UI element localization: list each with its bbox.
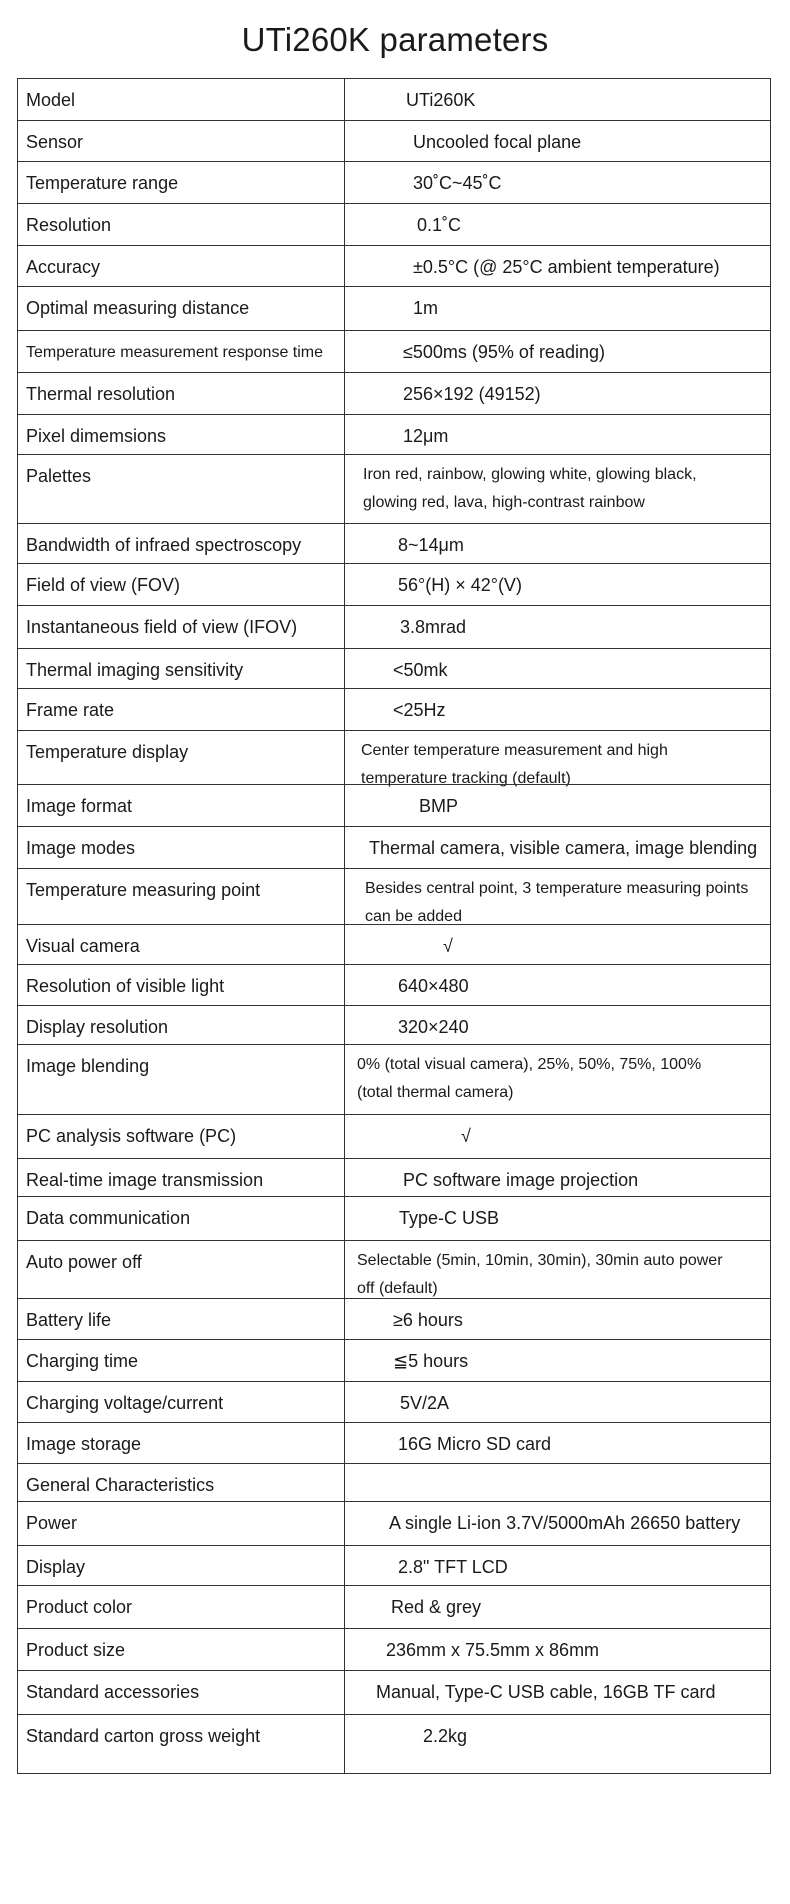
table-row bbox=[17, 78, 771, 120]
page-title: UTi260K parameters bbox=[241, 21, 549, 58]
table-row bbox=[17, 1628, 771, 1670]
table-row bbox=[17, 372, 771, 414]
table-row bbox=[17, 868, 771, 924]
table-row bbox=[17, 1298, 771, 1339]
row-label: Instantaneous field of view (IFOV) bbox=[26, 617, 298, 637]
table-row bbox=[17, 286, 771, 330]
row-value: 2.2kg bbox=[423, 1726, 468, 1746]
table-row bbox=[17, 120, 771, 161]
row-value: PC software image projection bbox=[403, 1170, 639, 1190]
row-label: Temperature display bbox=[26, 742, 189, 762]
row-value: Red & grey bbox=[391, 1597, 482, 1617]
table-row bbox=[17, 563, 771, 605]
row-value: Manual, Type-C USB cable, 16GB TF card bbox=[376, 1682, 716, 1702]
row-value: A single Li-ion 3.7V/5000mAh 26650 battery bbox=[389, 1513, 741, 1533]
table-row bbox=[17, 1158, 771, 1196]
row-label: Accuracy bbox=[26, 257, 101, 277]
row-label: Resolution bbox=[26, 215, 112, 235]
row-label: Charging voltage/current bbox=[26, 1393, 224, 1413]
table-row bbox=[17, 730, 771, 787]
table-row bbox=[17, 648, 771, 688]
row-value: <25Hz bbox=[393, 700, 446, 720]
row-value: 0.1˚C bbox=[417, 215, 462, 235]
row-value bbox=[365, 875, 765, 931]
row-label: Optimal measuring distance bbox=[26, 298, 250, 318]
row-label: Palettes bbox=[26, 466, 92, 486]
row-label: Thermal imaging sensitivity bbox=[26, 660, 244, 680]
row-value: ≥6 hours bbox=[393, 1310, 463, 1330]
row-value: 1m bbox=[413, 298, 439, 318]
row-label: Auto power off bbox=[26, 1252, 142, 1272]
row-value bbox=[357, 1247, 757, 1303]
row-value: √ bbox=[443, 936, 453, 956]
row-value: Type-C USB bbox=[399, 1208, 500, 1228]
row-value: 16G Micro SD card bbox=[398, 1434, 552, 1454]
row-label: Product size bbox=[26, 1640, 126, 1660]
row-value: BMP bbox=[419, 796, 459, 816]
row-value-line: Selectable (5min, 10min, 30min), 30min auto power bbox=[357, 1252, 723, 1269]
table-row bbox=[17, 826, 771, 868]
table-row bbox=[17, 1714, 771, 1774]
row-label: Model bbox=[26, 90, 76, 110]
row-value: ≦5 hours bbox=[393, 1351, 469, 1371]
row-label: PC analysis software (PC) bbox=[26, 1126, 237, 1146]
table-row bbox=[17, 454, 771, 523]
row-label: Image format bbox=[26, 796, 133, 816]
row-value: ≤500ms (95% of reading) bbox=[403, 342, 605, 362]
row-label: Temperature measurement response time bbox=[26, 344, 324, 361]
row-value: 236mm x 75.5mm x 86mm bbox=[386, 1640, 600, 1660]
row-value: 3.8mrad bbox=[400, 617, 467, 637]
row-value-line: 0% (total visual camera), 25%, 50%, 75%, 100% bbox=[357, 1056, 702, 1073]
table-row bbox=[17, 414, 771, 454]
row-value-line: temperature tracking (default) bbox=[361, 770, 571, 787]
table-row bbox=[17, 1585, 771, 1628]
row-label: Bandwidth of infraed spectroscopy bbox=[26, 535, 302, 555]
table-row bbox=[17, 161, 771, 203]
row-value: 5V/2A bbox=[400, 1393, 450, 1413]
table-row bbox=[17, 1381, 771, 1422]
row-value: 2.8" TFT LCD bbox=[398, 1557, 508, 1577]
row-value-line: off (default) bbox=[357, 1280, 438, 1297]
table-row bbox=[17, 1240, 771, 1298]
row-label: Product color bbox=[26, 1597, 133, 1617]
row-label: Image storage bbox=[26, 1434, 142, 1454]
table-row bbox=[17, 1044, 771, 1114]
parameters-table bbox=[17, 78, 771, 1774]
row-label: Charging time bbox=[26, 1351, 139, 1371]
table-row bbox=[17, 1463, 771, 1501]
row-label: Display bbox=[26, 1557, 86, 1577]
row-label: Display resolution bbox=[26, 1017, 169, 1037]
row-value-line: Center temperature measurement and high bbox=[361, 742, 668, 759]
row-label: Data communication bbox=[26, 1208, 191, 1228]
row-value bbox=[363, 461, 763, 517]
table-row bbox=[17, 605, 771, 648]
table-row bbox=[17, 1501, 771, 1545]
row-value: 640×480 bbox=[398, 976, 469, 996]
table-row bbox=[17, 924, 771, 964]
row-value: <50mk bbox=[393, 660, 448, 680]
table-row bbox=[17, 688, 771, 730]
row-label: Field of view (FOV) bbox=[26, 575, 181, 595]
row-value: Uncooled focal plane bbox=[413, 132, 582, 152]
row-label: Battery life bbox=[26, 1310, 112, 1330]
table-row bbox=[17, 964, 771, 1005]
row-label: Image modes bbox=[26, 838, 136, 858]
row-label: Sensor bbox=[26, 132, 84, 152]
row-label: Frame rate bbox=[26, 700, 115, 720]
row-value: 256×192 (49152) bbox=[403, 384, 541, 404]
row-label: Pixel dimemsions bbox=[26, 426, 167, 446]
table-row bbox=[17, 1670, 771, 1714]
row-value: ±0.5°C (@ 25°C ambient temperature) bbox=[413, 257, 720, 277]
table-row bbox=[17, 784, 771, 826]
table-row bbox=[17, 330, 771, 372]
row-value: √ bbox=[461, 1126, 471, 1146]
row-label: Power bbox=[26, 1513, 78, 1533]
row-value-line: Besides central point, 3 temperature measuring points bbox=[365, 880, 749, 897]
row-label: Standard accessories bbox=[26, 1682, 200, 1702]
table-row bbox=[17, 523, 771, 563]
row-value: Thermal camera, visible camera, image blending bbox=[369, 838, 758, 858]
row-value: 30˚C~45˚C bbox=[413, 173, 502, 193]
row-value-line: Iron red, rainbow, glowing white, glowing black, bbox=[363, 466, 697, 483]
row-label: Temperature range bbox=[26, 173, 179, 193]
row-label: Real-time image transmission bbox=[26, 1170, 264, 1190]
row-label: Image blending bbox=[26, 1056, 150, 1076]
table-row bbox=[17, 1545, 771, 1585]
table-row bbox=[17, 1422, 771, 1463]
row-label: Temperature measuring point bbox=[26, 880, 261, 900]
table-row bbox=[17, 1114, 771, 1158]
table-row bbox=[17, 1005, 771, 1044]
table-row bbox=[17, 1339, 771, 1381]
row-label: Resolution of visible light bbox=[26, 976, 225, 996]
row-label: General Characteristics bbox=[26, 1475, 215, 1495]
row-value-line: glowing red, lava, high-contrast rainbow bbox=[363, 494, 645, 511]
table-row bbox=[17, 1196, 771, 1240]
table-row bbox=[17, 245, 771, 286]
row-label: Standard carton gross weight bbox=[26, 1726, 261, 1746]
row-value: 56°(H) × 42°(V) bbox=[398, 575, 522, 595]
row-label: Thermal resolution bbox=[26, 384, 176, 404]
row-value-line: (total thermal camera) bbox=[357, 1084, 514, 1101]
row-value bbox=[357, 1051, 757, 1107]
row-label: Visual camera bbox=[26, 936, 140, 956]
table-row bbox=[17, 203, 771, 245]
row-value: 8~14μm bbox=[398, 535, 464, 555]
row-value-line: can be added bbox=[365, 908, 462, 925]
row-value: 320×240 bbox=[398, 1017, 469, 1037]
row-value: 12μm bbox=[403, 426, 449, 446]
row-value: UTi260K bbox=[406, 90, 476, 110]
